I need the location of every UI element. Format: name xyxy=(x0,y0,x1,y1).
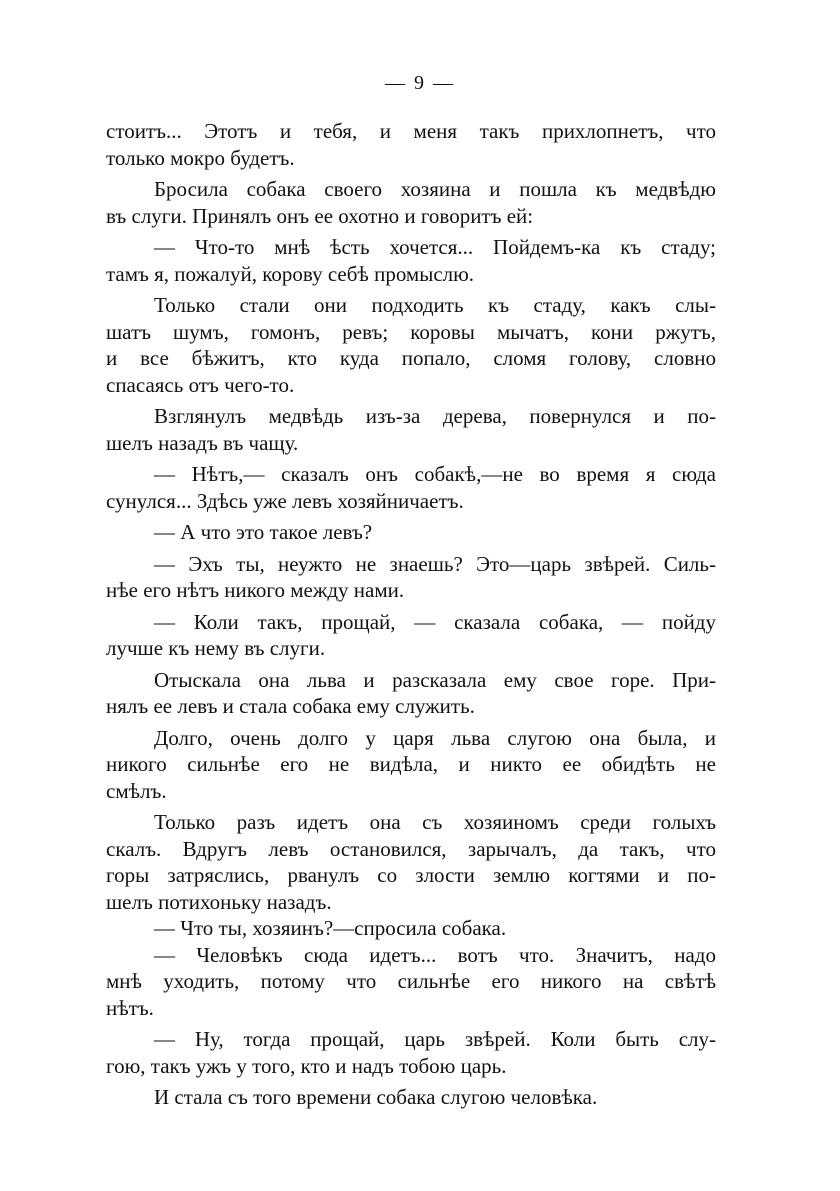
text-line: мнѣ уходить, потому что сильнѣе его никого на свѣтѣ xyxy=(106,969,716,993)
text-line: скалъ. Вдругъ левъ остановился, зарычалъ, да такъ, что xyxy=(106,836,716,861)
text-line: въ слуги. Принялъ онъ ее охотно и говоритъ ей: xyxy=(106,203,534,228)
page-number: — 9 — xyxy=(385,72,455,94)
text-line: Долго, очень долго у царя льва слугою она была, и xyxy=(154,725,716,750)
text-line: — Эхъ ты, неужто не знаешь? Это—царь звѣрей. Силь- xyxy=(154,551,716,576)
text-line: спасаясь отъ чего-то. xyxy=(106,372,295,397)
text-line: Взглянулъ медвѣдь изъ-за дерева, повернулся и по- xyxy=(154,404,716,428)
text-line: тамъ я, пожалуй, корову себѣ промыслю. xyxy=(106,261,475,286)
text-line: и все бѣжитъ, кто куда попало, сломя голову, словно xyxy=(106,346,716,370)
text-line: шелъ потихоньку назадъ. xyxy=(106,889,332,914)
text-line: Бросила собака своего хозяина и пошла къ медвѣдю xyxy=(154,177,716,201)
text-line: — Нѣтъ,— сказалъ онъ собакѣ,—не во время я сюда xyxy=(154,462,716,486)
text-line: нѣе его нѣтъ никого между нами. xyxy=(106,578,405,602)
text-line: — Что ты, хозяинъ?—спросила собака. xyxy=(154,916,507,940)
body-text xyxy=(106,118,716,1111)
text-line: — А что это такое левъ? xyxy=(154,520,373,544)
text-line: смѣлъ. xyxy=(106,778,167,803)
text-line: — Ну, тогда прощай, царь звѣрей. Коли быть слу- xyxy=(154,1027,716,1051)
text-line: горы затряслись, рванулъ со злости землю когтями и по- xyxy=(106,863,716,887)
text-line: только мокро будетъ. xyxy=(106,145,295,170)
text-line: нялъ ее левъ и стала собака ему служить. xyxy=(106,694,475,718)
text-line: — Коли такъ, прощай, — сказала собака, — пойду xyxy=(154,609,716,634)
text-line: никого сильнѣе его не видѣла, и никто ее обидѣть не xyxy=(106,752,716,776)
text-line: стоитъ... Этотъ и тебя, и меня такъ прихлопнетъ, что xyxy=(106,119,716,143)
text-line: шатъ шумъ, гомонъ, ревъ; коровы мычатъ, кони ржутъ, xyxy=(106,319,716,344)
text-line: сунулся... Здѣсь уже левъ хозяйничаетъ. xyxy=(106,488,464,513)
text-line: — Что-то мнѣ ѣсть хочется... Пойдемъ-ка къ стаду; xyxy=(154,235,716,259)
text-line: нѣтъ. xyxy=(106,995,154,1020)
text-line: лучше къ нему въ слуги. xyxy=(106,636,326,660)
text-line: Отыскала она льва и разсказала ему свое горе. При- xyxy=(154,667,716,692)
text-line: Только стали они подходить къ стаду, какъ слы- xyxy=(154,293,716,317)
text-line: — Человѣкъ сюда идетъ... вотъ что. Значитъ, надо xyxy=(154,942,716,967)
text-line: шелъ назадъ въ чащу. xyxy=(106,430,299,455)
text-line: Только разъ идетъ она съ хозяиномъ среди голыхъ xyxy=(154,810,716,834)
text-line: И стала съ того времени собака слугою человѣка. xyxy=(154,1085,598,1109)
text-line: гою, такъ ужъ у того, кто и надъ тобою царь. xyxy=(106,1053,507,1078)
